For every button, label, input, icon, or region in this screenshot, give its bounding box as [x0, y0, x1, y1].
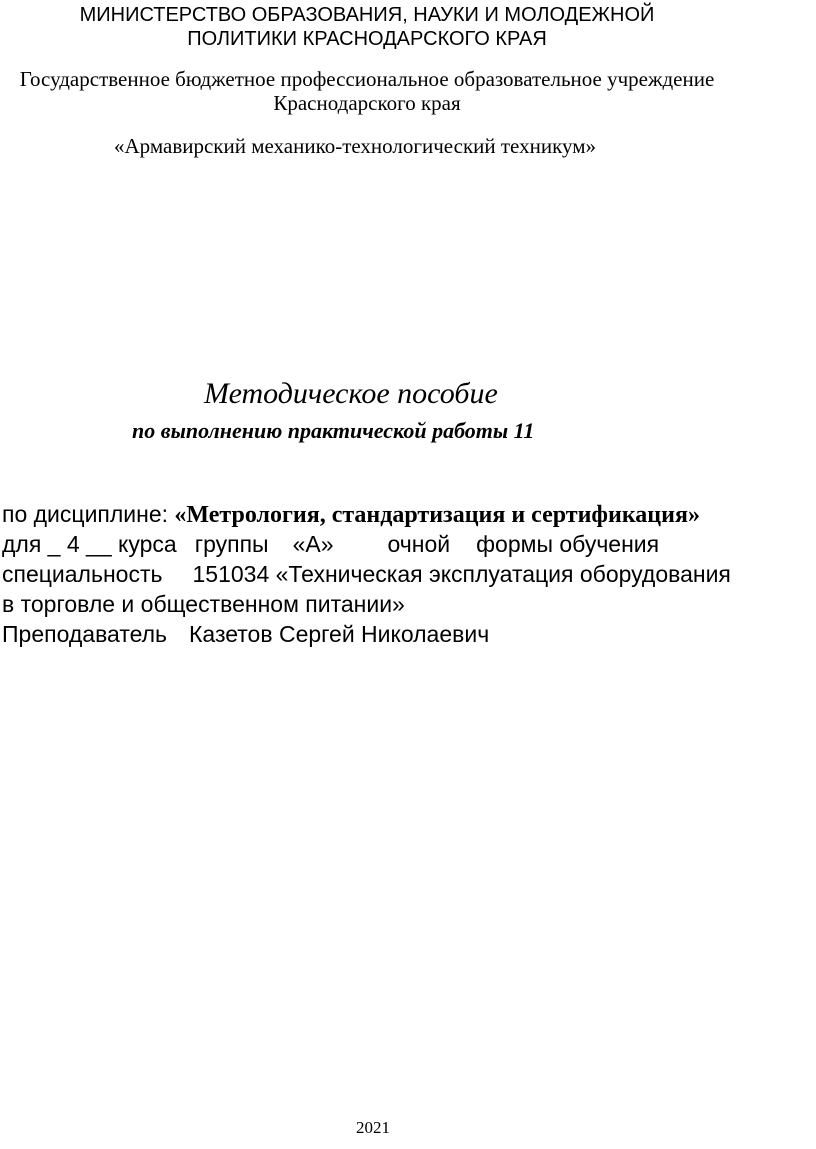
- study-form-label: формы обучения: [476, 531, 660, 557]
- discipline-name: «Метрология, стандартизация и сертификация»: [174, 502, 700, 528]
- study-form-value: очной: [387, 531, 451, 557]
- institution-type-line2: Краснодарского края: [273, 91, 461, 115]
- course-prefix: для _: [2, 531, 67, 557]
- specialty-label: специальность: [2, 561, 163, 587]
- group-value: «А»: [292, 531, 334, 557]
- document-subtitle: по выполнению практической работы 11: [132, 418, 535, 443]
- group-label: группы: [194, 531, 269, 557]
- teacher-name: Казетов Сергей Николаевич: [189, 621, 490, 647]
- course-number: 4: [66, 531, 80, 557]
- discipline-line: [2, 500, 700, 529]
- specialty-line-cont: в торговле и общественном питании»: [2, 591, 405, 617]
- specialty-value: 151034 «Техническая эксплуатация оборудования: [192, 561, 731, 587]
- institution-name: «Армавирский механико-технологический техникум»: [114, 134, 596, 158]
- course-line: [2, 530, 659, 558]
- institution-type-line1: Государственное бюджетное профессиональное образовательное учреждение: [19, 67, 715, 91]
- publication-year: 2021: [356, 1118, 390, 1137]
- teacher-line: [2, 620, 489, 648]
- ministry-name-line2: ПОЛИТИКИ КРАСНОДАРСКОГО КРАЯ: [187, 28, 547, 50]
- discipline-label: по дисциплине:: [2, 501, 175, 527]
- document-title: Методическое пособие: [204, 377, 498, 410]
- course-suffix: __ курса: [79, 531, 177, 557]
- teacher-label: Преподаватель: [2, 621, 168, 647]
- specialty-line: [2, 560, 731, 588]
- ministry-name-line1: МИНИСТЕРСТВО ОБРАЗОВАНИЯ, НАУКИ И МОЛОДЕЖНОЙ: [79, 4, 655, 26]
